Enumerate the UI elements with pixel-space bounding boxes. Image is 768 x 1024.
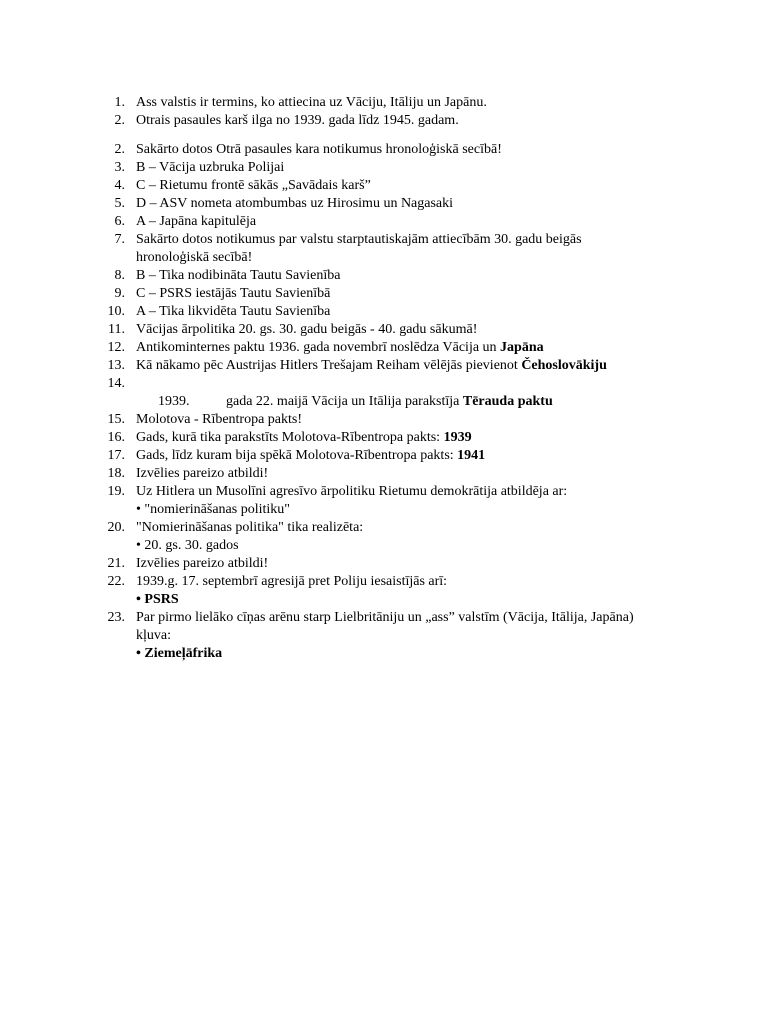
item-number: 14.	[107, 376, 125, 391]
list-item	[0, 411, 768, 429]
item-number: 16.	[107, 430, 125, 445]
item-answer-bold: • PSRS	[136, 592, 179, 607]
item-text: Otrais pasaules karš ilga no 1939. gada līdz 1945. gadam.	[136, 113, 459, 128]
list-item	[0, 429, 768, 447]
item-number: 12.	[107, 340, 125, 355]
item-number: 17.	[107, 448, 125, 463]
list-item	[0, 285, 768, 303]
list-item-answer	[0, 645, 768, 663]
item-number: 1.	[114, 95, 125, 110]
item-number: 19.	[107, 484, 125, 499]
item-text: B – Tika nodibināta Tautu Savienība	[136, 268, 341, 283]
item-text-wrapper	[136, 429, 472, 447]
list-item-continuation	[0, 249, 768, 267]
item-text: A – Tika likvidēta Tautu Savienība	[136, 304, 331, 319]
item-answer-bold: Tērauda paktu	[462, 394, 553, 409]
paragraph-gap	[0, 130, 768, 141]
item-answer: • "nomierināšanas politiku"	[136, 502, 290, 517]
item-text: A – Japāna kapitulēja	[136, 214, 257, 229]
item-text-wrapper	[136, 357, 607, 375]
list-item	[0, 339, 768, 357]
item-text: Izvēlies pareizo atbildi!	[136, 466, 269, 481]
list-item-continuation	[0, 393, 768, 411]
item-number: 21.	[107, 556, 125, 571]
list-item	[0, 321, 768, 339]
list-item	[0, 555, 768, 573]
item-number: 2.	[114, 113, 125, 128]
item-text: Molotova - Rībentropa pakts!	[136, 412, 303, 427]
item-answer-bold: 1941	[457, 448, 486, 463]
item-text: C – Rietumu frontē sākās „Savādais karš”	[136, 178, 371, 193]
list-item	[0, 267, 768, 285]
item-answer-bold: 1939	[443, 430, 472, 445]
item-number: 10.	[107, 304, 125, 319]
item-answer-bold: • Ziemeļāfrika	[136, 646, 223, 661]
item-answer-bold: Čehoslovākiju	[521, 358, 607, 373]
item-number: 13.	[107, 358, 125, 373]
item-text: Ass valstis ir termins, ko attiecina uz Vāciju, Itāliju un Japānu.	[136, 95, 487, 110]
item-text-continuation: kļuva:	[136, 628, 171, 643]
item-text: Antikominternes paktu 1936. gada novembrī noslēdza Vācija un	[136, 340, 501, 355]
list-item	[0, 573, 768, 591]
list-item	[0, 357, 768, 375]
item-text: 1939.g. 17. septembrī agresijā pret Poliju iesaistījās arī:	[136, 574, 448, 589]
list-item	[0, 177, 768, 195]
item-number: 7.	[114, 232, 125, 247]
item-text: Par pirmo lielāko cīņas arēnu starp Lielbritāniju un „ass” valstīm (Vācija, Itālija, Japāna)	[136, 610, 634, 625]
item-number: 20.	[107, 520, 125, 535]
item-text: Gads, līdz kuram bija spēkā Molotova-Rībentropa pakts:	[136, 448, 458, 463]
list-item	[0, 447, 768, 465]
item-text: Gads, kurā tika parakstīts Molotova-Rībentropa pakts:	[136, 430, 444, 445]
item-number: 22.	[107, 574, 125, 589]
item-number: 3.	[114, 160, 125, 175]
list-item	[0, 483, 768, 501]
item-text: Izvēlies pareizo atbildi!	[136, 556, 269, 571]
item-text: gada 22. maijā Vācija un Itālija parakstīja	[226, 394, 463, 409]
list-item-answer	[0, 501, 768, 519]
item-text-wrapper	[136, 339, 544, 357]
item-number: 15.	[107, 412, 125, 427]
item-text-wrapper	[136, 447, 485, 465]
list-item	[0, 609, 768, 627]
item-text: Kā nākamo pēc Austrijas Hitlers Trešajam Reiham vēlējās pievienot	[136, 358, 522, 373]
item-text: D – ASV nometa atombumbas uz Hirosimu un Nagasaki	[136, 196, 454, 211]
list-item	[0, 375, 768, 393]
item-text-wrapper	[226, 393, 553, 411]
document-page	[0, 94, 768, 663]
list-item	[0, 94, 768, 112]
item-year: 1939.	[158, 394, 190, 409]
item-number: 9.	[114, 286, 125, 301]
list-item	[0, 195, 768, 213]
item-text-continuation: hronoloģiskā secībā!	[136, 250, 253, 265]
item-number: 5.	[114, 196, 125, 211]
item-text: Sakārto dotos Otrā pasaules kara notikumus hronoloģiskā secībā!	[136, 142, 502, 157]
item-text: Sakārto dotos notikumus par valstu starptautiskajām attiecībām 30. gadu beigās	[136, 232, 582, 247]
list-item	[0, 112, 768, 130]
item-text: C – PSRS iestājās Tautu Savienībā	[136, 286, 331, 301]
list-item	[0, 213, 768, 231]
list-item	[0, 303, 768, 321]
item-text: B – Vācija uzbruka Polijai	[136, 160, 285, 175]
item-answer: • 20. gs. 30. gados	[136, 538, 239, 553]
item-text: "Nomierināšanas politika" tika realizēta:	[136, 520, 364, 535]
item-number: 18.	[107, 466, 125, 481]
item-number: 23.	[107, 610, 125, 625]
item-number: 6.	[114, 214, 125, 229]
list-item	[0, 465, 768, 483]
list-item-answer	[0, 591, 768, 609]
list-item-continuation	[0, 627, 768, 645]
list-item	[0, 159, 768, 177]
list-item-answer	[0, 537, 768, 555]
list-item	[0, 519, 768, 537]
item-text: Vācijas ārpolitika 20. gs. 30. gadu beigās - 40. gadu sākumā!	[136, 322, 478, 337]
list-item	[0, 141, 768, 159]
item-number: 4.	[114, 178, 125, 193]
item-number: 11.	[108, 322, 125, 337]
list-item	[0, 231, 768, 249]
item-text: Uz Hitlera un Musolīni agresīvo ārpolitiku Rietumu demokrātija atbildēja ar:	[136, 484, 568, 499]
item-number: 2.	[114, 142, 125, 157]
item-answer-bold: Japāna	[500, 340, 544, 355]
item-number: 8.	[114, 268, 125, 283]
